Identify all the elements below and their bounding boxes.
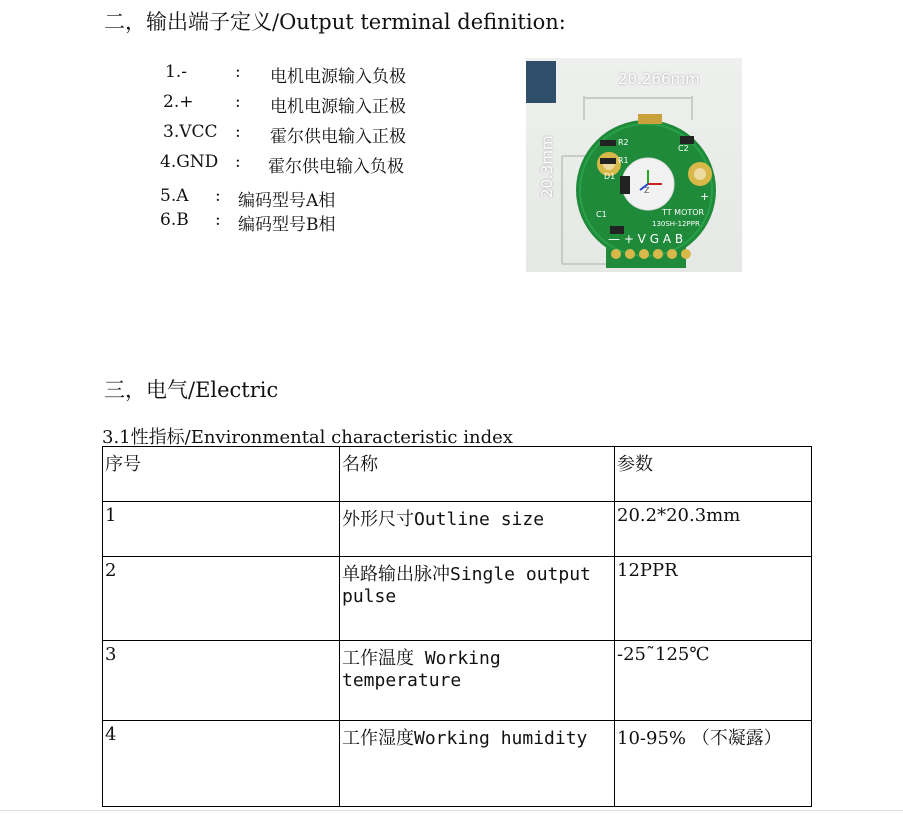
section-title-terminals: 二，输出端子定义/Output terminal definition: <box>104 10 566 34</box>
terminal-item <box>160 186 460 210</box>
axis-label: Z <box>644 186 650 195</box>
pcb-model: 130SH-12PPR <box>652 220 700 228</box>
pcb-label-r1: R1 <box>618 156 629 165</box>
table-caption: 3.1性指标/Environmental characteristic index <box>102 427 513 448</box>
terminal-item <box>160 152 460 176</box>
terminal-colon: : <box>215 210 221 230</box>
terminal-id: 2.+ <box>163 92 194 112</box>
terminal-colon: : <box>235 92 241 112</box>
pcb-brand: TT MOTOR <box>662 208 705 217</box>
cell-no: 1 <box>103 502 340 557</box>
table-row <box>103 502 812 557</box>
terminal-colon: : <box>235 152 241 172</box>
terminal-item <box>163 92 463 116</box>
pcb-pin-labels: — + V G A B <box>608 232 684 246</box>
cell-value: -25˜125℃ <box>615 641 812 721</box>
pcb-label-c1: C1 <box>596 210 607 219</box>
cell-value: 12PPR <box>615 557 812 641</box>
terminal-desc: 霍尔供电输入负极 <box>268 157 404 177</box>
terminal-id: 1.- <box>165 62 187 82</box>
terminal-colon: : <box>215 186 221 206</box>
terminal-colon: : <box>235 122 241 142</box>
page-divider <box>0 810 903 811</box>
header-cell-no: 序号 <box>103 447 340 502</box>
pcb-label-plus: + <box>700 190 710 203</box>
table-header-row <box>103 447 812 502</box>
cell-name: 工作湿度Working humidity <box>340 721 615 807</box>
terminal-desc: 编码型号A相 <box>238 191 336 211</box>
terminal-item <box>165 62 465 86</box>
cell-no: 3 <box>103 641 340 721</box>
terminal-id: 6.B <box>160 210 189 230</box>
section-title-electric: 三，电气/Electric <box>104 378 279 402</box>
cell-name: 单路输出脉冲Single output pulse <box>340 557 615 641</box>
terminal-id: 4.GND <box>160 152 219 172</box>
terminal-id: 5.A <box>160 186 189 206</box>
table-row <box>103 557 812 641</box>
cell-value: 20.2*20.3mm <box>615 502 812 557</box>
cell-no: 4 <box>103 721 340 807</box>
width-dimension-label: 20.266mm <box>618 70 700 88</box>
terminal-desc: 电机电源输入负极 <box>270 67 406 87</box>
pcb-label-d1: D1 <box>604 172 616 181</box>
table-row <box>103 721 812 807</box>
terminal-item <box>160 210 460 234</box>
cell-no: 2 <box>103 557 340 641</box>
pcb-label-c2: C2 <box>678 144 689 153</box>
terminal-item <box>163 122 463 146</box>
terminal-desc: 霍尔供电输入正极 <box>270 127 406 147</box>
cell-name: 外形尺寸Outline size <box>340 502 615 557</box>
cell-value: 10-95% （不凝露） <box>615 721 812 807</box>
height-dimension-label: 20.3mm <box>538 135 556 198</box>
table-row <box>103 641 812 721</box>
cell-name: 工作温度 Working temperature <box>340 641 615 721</box>
terminal-desc: 编码型号B相 <box>238 215 336 235</box>
header-cell-name: 名称 <box>340 447 615 502</box>
terminal-colon: : <box>235 62 241 82</box>
pcb-label-r2: R2 <box>618 138 629 147</box>
header-cell-value: 参数 <box>615 447 812 502</box>
spec-table <box>102 446 812 807</box>
terminal-id: 3.VCC <box>163 122 218 142</box>
terminal-desc: 电机电源输入正极 <box>270 97 406 117</box>
pcb-encoder-image <box>526 58 742 272</box>
